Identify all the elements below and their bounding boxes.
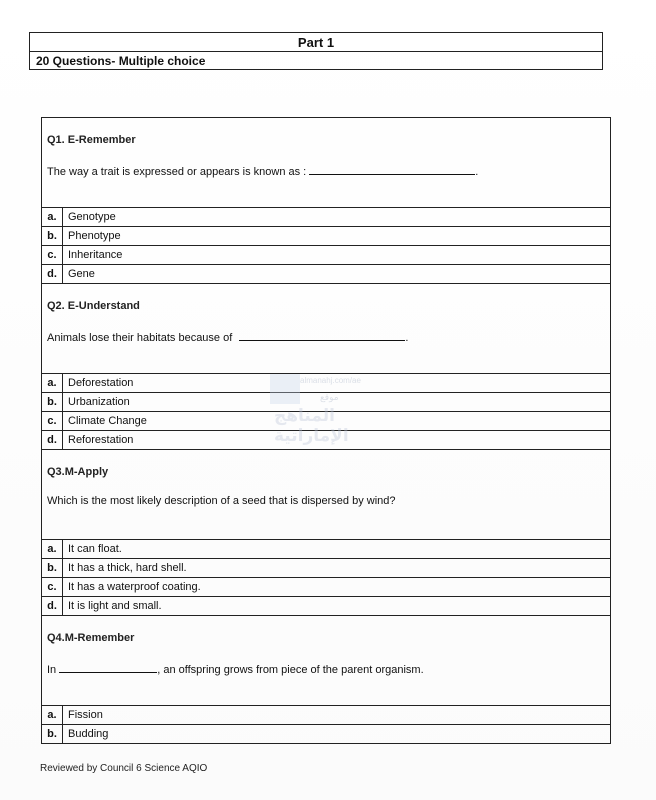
- option-letter: b.: [42, 393, 63, 411]
- option-row[interactable]: [42, 226, 610, 245]
- option-text: Reforestation: [68, 434, 134, 446]
- option-letter: c.: [42, 246, 63, 264]
- option-letter: a.: [42, 706, 63, 724]
- question-2: [41, 283, 611, 374]
- option-row[interactable]: [42, 724, 610, 743]
- question-1-options: [41, 207, 611, 284]
- watermark-arabic-large: المناهج الإماراتية: [274, 406, 349, 446]
- option-letter: c.: [42, 578, 63, 596]
- question-1-text-before: The way a trait is expressed or appears is known as :: [47, 166, 307, 178]
- option-text: It has a thick, hard shell.: [68, 562, 187, 574]
- question-2-text-after: .: [405, 332, 409, 344]
- option-text: Gene: [68, 268, 95, 280]
- question-3: [41, 449, 611, 540]
- watermark-logo-icon: [270, 374, 300, 404]
- option-row[interactable]: [42, 245, 610, 264]
- question-4-blank: [59, 661, 157, 673]
- option-row[interactable]: [42, 264, 610, 283]
- option-row[interactable]: [42, 539, 610, 558]
- table-bottom-border: [41, 743, 611, 744]
- watermark-url: almanahj.com/ae: [300, 376, 361, 385]
- question-2-text: [47, 329, 408, 344]
- option-row[interactable]: [42, 558, 610, 577]
- question-1-label: Q1. E-Remember: [47, 134, 136, 146]
- question-2-label: Q2. E-Understand: [47, 300, 140, 312]
- question-4-text-before: In: [47, 664, 57, 676]
- option-text: Fission: [68, 709, 103, 721]
- option-text: Inheritance: [68, 249, 123, 261]
- option-text: Phenotype: [68, 230, 121, 242]
- option-row[interactable]: [42, 705, 610, 724]
- option-text: Budding: [68, 728, 109, 740]
- option-letter: b.: [42, 227, 63, 245]
- option-text: Deforestation: [68, 377, 134, 389]
- question-4-text-after: , an offspring grows from piece of the parent organism.: [157, 664, 424, 676]
- option-text: Climate Change: [68, 415, 147, 427]
- watermark-arabic-small: موقع: [320, 392, 339, 402]
- option-letter: a.: [42, 208, 63, 226]
- question-3-label: Q3.M-Apply: [47, 466, 109, 478]
- option-text: Genotype: [68, 211, 116, 223]
- option-letter: d.: [42, 597, 63, 615]
- option-text: Urbanization: [68, 396, 130, 408]
- question-4-label: Q4.M-Remember: [47, 632, 135, 644]
- footer-note: Reviewed by Council 6 Science AQIO: [40, 763, 208, 774]
- question-1-blank: [309, 163, 475, 175]
- option-row[interactable]: [42, 596, 610, 615]
- watermark: [270, 374, 400, 446]
- part-subtitle: 20 Questions- Multiple choice: [36, 54, 206, 68]
- option-row[interactable]: [42, 207, 610, 226]
- question-4-options: [41, 705, 611, 744]
- question-3-text: [47, 495, 396, 507]
- option-row[interactable]: [42, 577, 610, 596]
- question-2-text-before: Animals lose their habitats because of: [47, 332, 233, 344]
- option-letter: c.: [42, 412, 63, 430]
- part-title: Part 1: [30, 33, 602, 52]
- question-4: [41, 615, 611, 706]
- question-4-text: [47, 661, 424, 676]
- question-2-blank: [239, 329, 405, 341]
- option-text: It is light and small.: [68, 600, 162, 612]
- option-letter: b.: [42, 725, 63, 743]
- option-text: It can float.: [68, 543, 122, 555]
- option-letter: d.: [42, 431, 63, 449]
- option-text: It has a waterproof coating.: [68, 581, 201, 593]
- question-1: [41, 117, 611, 208]
- part-header: [29, 32, 603, 70]
- question-3-options: [41, 539, 611, 616]
- option-letter: a.: [42, 374, 63, 392]
- question-1-text: [47, 163, 478, 178]
- question-3-text-before: Which is the most likely description of a seed that is dispersed by wind?: [47, 495, 396, 507]
- option-letter: d.: [42, 265, 63, 283]
- option-letter: a.: [42, 540, 63, 558]
- question-1-text-after: .: [475, 166, 479, 178]
- option-letter: b.: [42, 559, 63, 577]
